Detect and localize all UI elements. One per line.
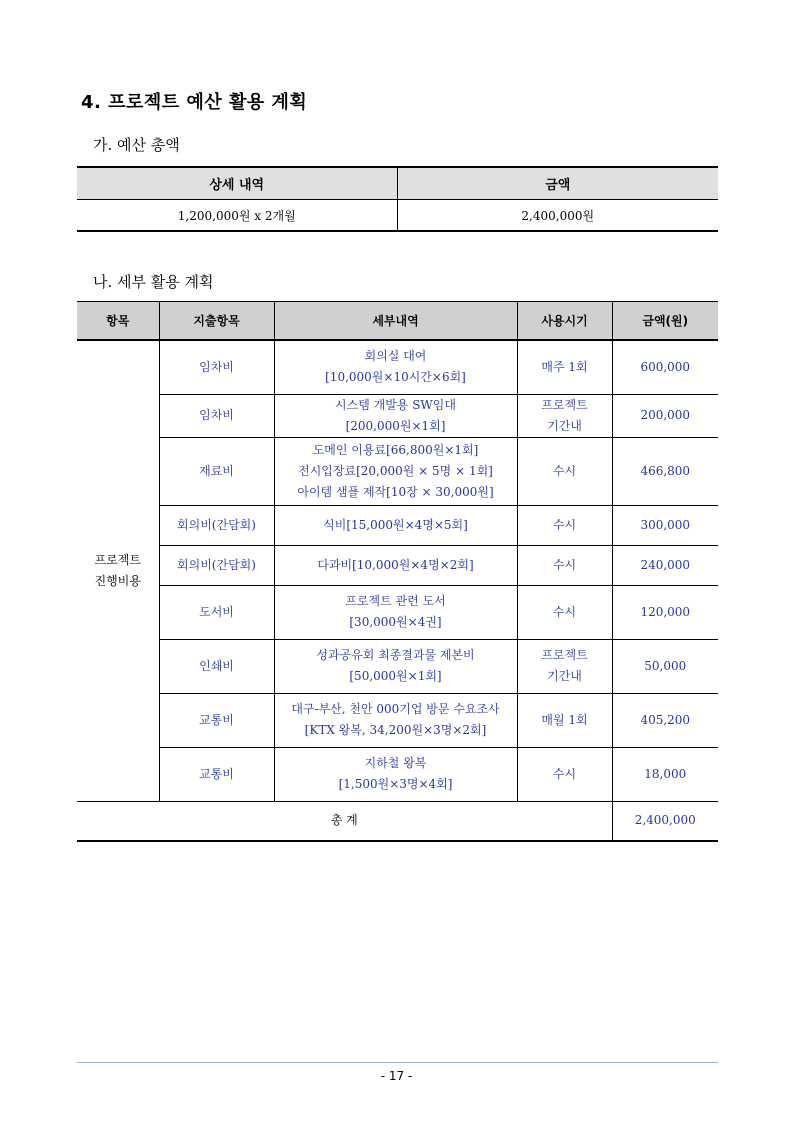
timing-cell — [517, 340, 612, 394]
timing-line: 프로젝트 — [541, 397, 588, 412]
amount-cell: 405,200 — [612, 693, 718, 747]
section-heading: 4. 프로젝트 예산 활용 계획 — [81, 92, 308, 113]
table-row — [77, 437, 718, 505]
detail-line: 아이템 샘플 제작[10장 × 30,000원] — [297, 484, 494, 499]
timing-cell — [517, 693, 612, 747]
total-label: 총 계 — [77, 801, 612, 841]
table-header-row — [77, 302, 718, 341]
header-amount: 금액 — [397, 167, 718, 200]
detail-line: 다과비[10,000원×4명×2회] — [317, 557, 474, 572]
detail-cell — [274, 639, 517, 693]
subsection-budget-total: 가. 예산 총액 — [93, 136, 180, 154]
timing-line: 기간내 — [547, 418, 582, 433]
header-details: 세부내역 — [274, 302, 517, 341]
category-line: 프로젝트 — [94, 552, 141, 567]
page-number: - 17 - — [380, 1069, 413, 1083]
table-row — [77, 200, 718, 232]
amount-cell: 600,000 — [612, 340, 718, 394]
timing-cell — [517, 394, 612, 437]
timing-cell — [517, 545, 612, 585]
header-detail: 상세 내역 — [77, 167, 397, 200]
table-row — [77, 747, 718, 801]
total-row — [77, 801, 718, 841]
header-timing: 사용시기 — [517, 302, 612, 341]
expense-item-cell: 재료비 — [159, 437, 274, 505]
expense-item-cell: 인쇄비 — [159, 639, 274, 693]
amount-cell: 18,000 — [612, 747, 718, 801]
detail-line: 성과공유회 최종결과물 제본비 — [316, 648, 475, 662]
table-row — [77, 394, 718, 437]
timing-line: 매월 1회 — [541, 712, 588, 727]
category-line: 진행비용 — [94, 573, 141, 588]
detail-cell — [274, 545, 517, 585]
header-expense-item: 지출항목 — [159, 302, 274, 341]
expense-item-cell: 교통비 — [159, 693, 274, 747]
detail-line: 프로젝트 관련 도서 — [345, 594, 446, 608]
detail-line: 식비[15,000원×4명×5회] — [323, 517, 468, 532]
total-amount: 2,400,000 — [612, 801, 718, 841]
amount-cell: 300,000 — [612, 505, 718, 545]
category-cell — [77, 340, 159, 801]
amount-cell: 120,000 — [612, 585, 718, 639]
detail-line: [1,500원×3명×4회] — [338, 777, 453, 791]
timing-cell — [517, 437, 612, 505]
budget-detail-cell: 1,200,000원 x 2개월 — [77, 200, 397, 232]
timing-cell — [517, 505, 612, 545]
detail-line: [30,000원×4권] — [349, 615, 442, 629]
expense-item-cell: 교통비 — [159, 747, 274, 801]
detail-cell — [274, 437, 517, 505]
detail-line: [50,000원×1회] — [349, 669, 442, 683]
budget-total-table — [77, 166, 718, 232]
table-row — [77, 639, 718, 693]
detail-line: 전시입장료[20,000원 × 5명 × 1회] — [298, 463, 493, 478]
amount-cell: 200,000 — [612, 394, 718, 437]
timing-line: 수시 — [552, 604, 577, 619]
amount-cell: 466,800 — [612, 437, 718, 505]
timing-line: 수시 — [552, 766, 577, 781]
timing-cell — [517, 585, 612, 639]
table-header-row — [77, 167, 718, 200]
amount-cell: 240,000 — [612, 545, 718, 585]
timing-cell — [517, 747, 612, 801]
expense-item-cell: 회의비(간담회) — [159, 505, 274, 545]
detail-cell — [274, 585, 517, 639]
detail-line: [10,000원×10시간×6회] — [325, 370, 466, 385]
expense-item-cell: 도서비 — [159, 585, 274, 639]
detail-line: 시스템 개발용 SW임대 — [335, 397, 456, 412]
detail-cell — [274, 505, 517, 545]
detail-line: 대구-부산, 천안 000기업 방문 수요조사 — [291, 702, 500, 716]
timing-line: 수시 — [552, 557, 577, 572]
expense-item-cell: 임차비 — [159, 340, 274, 394]
footer-divider — [77, 1062, 718, 1063]
table-row — [77, 693, 718, 747]
detail-line: 지하철 왕복 — [364, 756, 427, 770]
expense-item-cell: 임차비 — [159, 394, 274, 437]
table-row — [77, 340, 718, 394]
expense-item-cell: 회의비(간담회) — [159, 545, 274, 585]
detail-cell — [274, 747, 517, 801]
timing-line: 프로젝트 — [541, 648, 588, 662]
table-row — [77, 545, 718, 585]
subsection-detail-plan: 나. 세부 활용 계획 — [93, 273, 214, 291]
budget-amount-cell: 2,400,000원 — [397, 200, 718, 232]
timing-line: 매주 1회 — [541, 359, 588, 374]
detail-plan-table — [77, 301, 718, 842]
table-row — [77, 585, 718, 639]
detail-cell — [274, 340, 517, 394]
detail-line: [200,000원×1회] — [345, 418, 446, 433]
table-row — [77, 505, 718, 545]
header-amount: 금액(원) — [612, 302, 718, 341]
detail-line: [KTX 왕복, 34,200원×3명×2회] — [304, 723, 487, 737]
timing-line: 수시 — [552, 463, 577, 478]
detail-cell — [274, 394, 517, 437]
detail-line: 회의실 대여 — [364, 349, 427, 364]
timing-cell — [517, 639, 612, 693]
detail-line: 도메인 이용료[66,800원×1회] — [312, 442, 479, 457]
header-category: 항목 — [77, 302, 159, 341]
detail-cell — [274, 693, 517, 747]
timing-line: 기간내 — [547, 669, 582, 683]
amount-cell: 50,000 — [612, 639, 718, 693]
timing-line: 수시 — [552, 517, 577, 532]
